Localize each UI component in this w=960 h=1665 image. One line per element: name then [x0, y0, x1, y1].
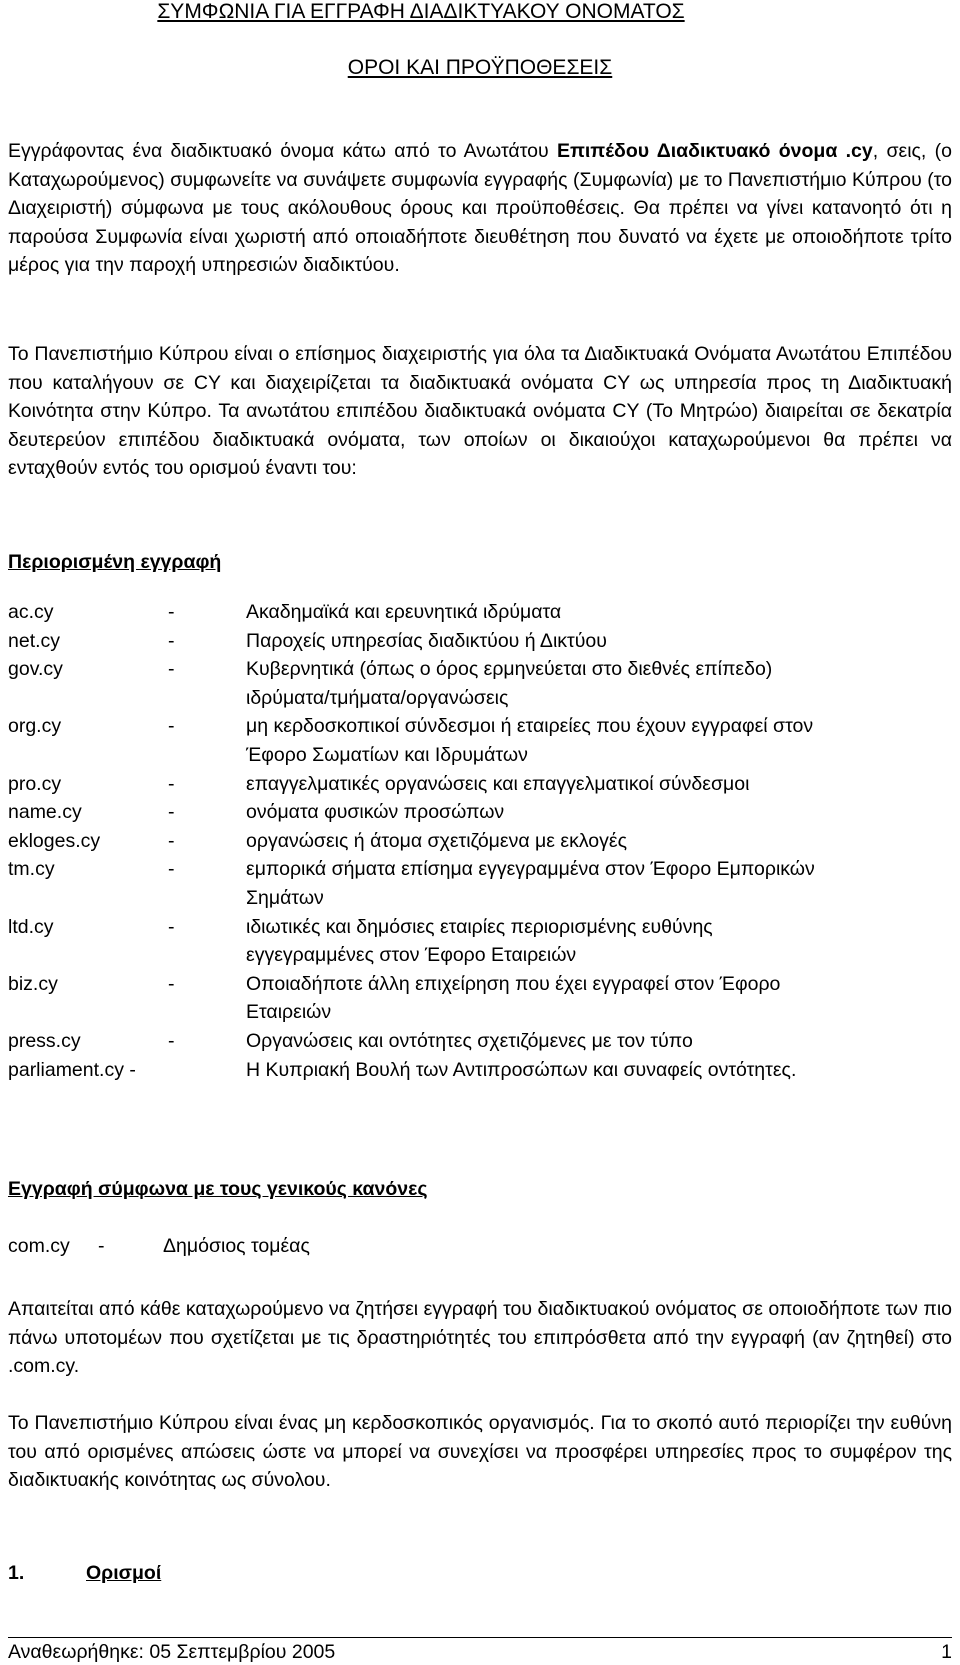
- domain-description: ονόματα φυσικών προσώπων: [246, 801, 505, 824]
- domain-dash: -: [168, 715, 175, 738]
- footer-divider: [8, 1637, 952, 1638]
- domain-name: biz.cy: [8, 972, 58, 995]
- domain-row: [8, 970, 952, 1027]
- domain-description: μη κερδοσκοπικοί σύνδεσμοι ή εταιρείες που έχουν εγγραφεί στον Έφορο Σωματίων και Ιδρυμάτων: [246, 715, 814, 766]
- domain-name: ekloges.cy: [8, 829, 101, 852]
- domain-description: Οργανώσεις και οντότητες σχετιζόμενες με τον τύπο: [246, 1029, 693, 1052]
- intro-text-start: Εγγράφοντας ένα διαδικτυακό όνομα κάτω από το Ανωτάτου: [8, 140, 557, 162]
- nonprofit-paragraph: Το Πανεπιστήμιο Κύπρου είναι ένας μη κερδοσκοπικός οργανισμός. Για το σκοπό αυτό περιορίζει την ευθύνη του από ορισμένες απώσεις ώστε να μπορεί να συνεχίσει να προσφέρει υπηρεσίες προς το συμφέρον της διαδικτυακής κοινότητας ως σύνολου.: [8, 1412, 952, 1491]
- domain-row: [8, 655, 952, 712]
- intro-bold-domain: Επιπέδου Διαδικτυακό όνομα .cy: [556, 140, 873, 162]
- general-registration-heading: Εγγραφή σύμφωνα με τους γενικούς κανόνες: [8, 1178, 428, 1200]
- domain-description: επαγγελματικές οργανώσεις και επαγγελματικοί σύνδεσμοι: [246, 772, 750, 795]
- definitions-heading: [8, 1562, 161, 1585]
- domain-dash: -: [168, 915, 175, 938]
- domain-row: [8, 855, 952, 912]
- domain-row: [8, 598, 952, 627]
- domain-name: tm.cy: [8, 858, 55, 881]
- domain-dash: -: [168, 658, 175, 681]
- restricted-registration-heading: Περιορισμένη εγγραφή: [8, 551, 222, 573]
- domain-row: [8, 1056, 952, 1085]
- domain-name: press.cy: [8, 1029, 81, 1052]
- domain-dash: -: [168, 858, 175, 881]
- registry-paragraph: Το Πανεπιστήμιο Κύπρου είναι ο επίσημος διαχειριστής για όλα τα Διαδικτυακά Ονόματα Ανωτάτου Επιπέδου που καταλήγουν σε CY και διαχειρίζεται τα διαδικτυακά ονόματα CY ως υπηρεσία προς τη Διαδικτυακή Κοινότητα στην Κύπρο. Τα ανωτάτου επιπέδου διαδικτυακά ονόματα CY (Το Μητρώο) διαιρείται σε δεκατρία δευτερεύον επιπέδου διαδικτυακά ονόματα, των οποίων οι δικαιούχοι καταχωρούμενοι θα πρέπει να ενταχθούν εντός του ορισμού έναντι του:: [8, 343, 952, 479]
- domain-name: pro.cy: [8, 772, 62, 795]
- domain-name: com.cy: [8, 1235, 70, 1257]
- domain-dash: -: [168, 972, 175, 995]
- domain-description: Κυβερνητικά (όπως ο όρος ερμηνεύεται στο διεθνές επίπεδο) ιδρύματα/τμήματα/οργανώσεις: [246, 658, 773, 709]
- domain-dash: -: [168, 1029, 175, 1052]
- intro-text-end: , σεις, (ο Καταχωρούμενος) συμφωνείτε να συνάψετε συμφωνία εγγραφής (Συμφωνία) με το Πανεπιστήμιο Κύπρου (το Διαχειριστή) σύμφωνα με τους ακόλουθους όρους και προϋποθέσεις. Θα πρέπει να γίνει κατανοητό ότι η παρούσα Συμφωνία είναι χωριστή από οποιαδήποτε διευθέτηση που δυνατό να έχετε με οποιοδήποτε τρίτο μέρος για την παροχή υπηρεσιών διαδικτύου.: [8, 140, 953, 276]
- domain-description: εμπορικά σήματα επίσημα εγγεγραμμένα στον Έφορο Εμπορικών Σημάτων: [246, 858, 815, 909]
- revision-date: Αναθεωρήθηκε: 05 Σεπτεμβρίου 2005: [8, 1641, 336, 1663]
- domain-dash: -: [168, 629, 175, 652]
- domain-description: οργανώσεις ή άτομα σχετιζόμενα με εκλογές: [246, 829, 627, 852]
- domain-description: Δημόσιος τομέας: [163, 1235, 310, 1257]
- domain-dash: -: [98, 1235, 105, 1257]
- section-title: Ορισμοί: [86, 1562, 162, 1584]
- domain-description: ιδιωτικές και δημόσιες εταιρίες περιορισμένης ευθύνης εγγεγραμμένες στον Έφορο Εταιρειών: [246, 915, 713, 967]
- domain-row: [8, 627, 952, 656]
- domain-row: [8, 827, 952, 856]
- domain-dash: -: [168, 601, 175, 623]
- domain-dash: -: [168, 829, 175, 852]
- domain-dash: -: [168, 801, 175, 824]
- section-number: 1.: [8, 1562, 25, 1584]
- document-subtitle: ΟΡΟΙ ΚΑΙ ΠΡΟΫΠΟΘΕΣΕΙΣ: [347, 56, 613, 79]
- domain-name: ltd.cy: [8, 915, 54, 938]
- domain-description: Ακαδημαϊκά και ερευνητικά ιδρύματα: [246, 601, 562, 623]
- domain-row: [8, 913, 952, 970]
- domain-name: ac.cy: [8, 601, 54, 623]
- domain-name: gov.cy: [8, 658, 63, 681]
- domain-row: [8, 770, 952, 799]
- domain-description: Η Κυπριακή Βουλή των Αντιπροσώπων και συναφείς οντότητες.: [246, 1058, 797, 1081]
- document-title: ΣΥΜΦΩΝΙΑ ΓΙΑ ΕΓΓΡΑΦΗ ΔΙΑΔΙΚΤΥΑΚΟΥ ΟΝΟΜΑΤΟΣ: [157, 0, 685, 23]
- domain-row: [8, 798, 952, 827]
- domain-row: [8, 1027, 952, 1056]
- domain-dash: -: [168, 772, 175, 795]
- domain-name: org.cy: [8, 715, 62, 738]
- requirement-paragraph: Απαιτείται από κάθε καταχωρούμενο να ζητήσει εγγραφή του διαδικτυακού ονόματος σε οποιοδήποτε των πιο πάνω υποτομέων που σχετίζεται με τις δραστηριότητές του επιπρόσθετα από την εγγραφή (αν ζητηθεί) στο .com.cy.: [8, 1298, 952, 1377]
- com-domain-row: [8, 1232, 310, 1260]
- domain-row: [8, 712, 952, 769]
- domain-description: Οποιαδήποτε άλλη επιχείρηση που έχει εγγραφεί στον Έφορο Εταιρειών: [246, 972, 781, 1024]
- domain-name: name.cy: [8, 801, 82, 824]
- domain-name: parliament.cy -: [8, 1058, 136, 1081]
- intro-paragraph: [8, 137, 952, 280]
- domain-name: net.cy: [8, 629, 61, 652]
- domain-description: Παροχείς υπηρεσίας διαδικτύου ή Δικτύου: [246, 629, 607, 652]
- domain-list: [8, 598, 952, 1084]
- page-number: 1: [941, 1641, 952, 1663]
